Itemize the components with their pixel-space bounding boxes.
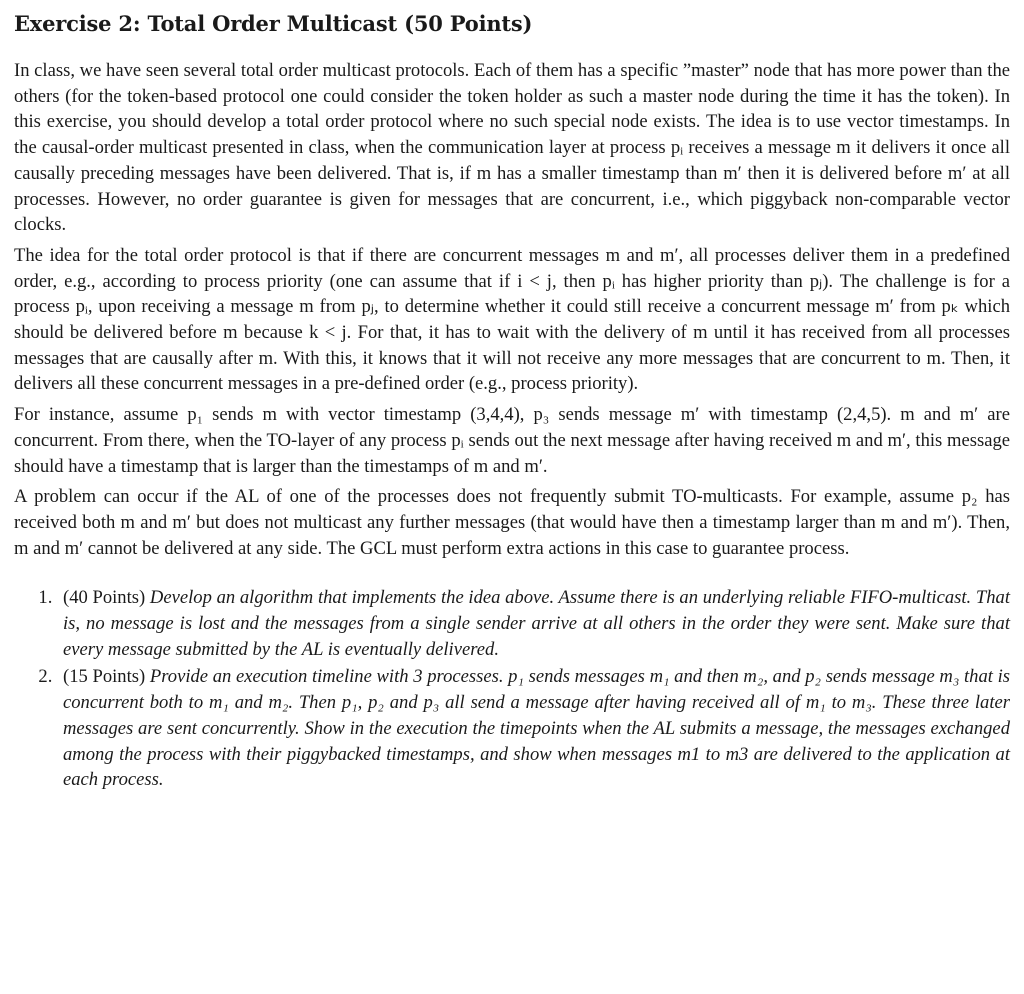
task-points: (15 Points) — [63, 666, 146, 688]
task-list — [14, 585, 1010, 793]
task-description: Develop an algorithm that implements the idea above. Assume there is an underlying reliable FIFO-multicast. That is, no message is lost and the messages from a single sender arrive at all others in the order they were sent. Make sure that every message submitted by the AL is eventually delivered. — [63, 587, 1010, 660]
exercise-title: Exercise 2: Total Order Multicast (50 Points) — [14, 11, 533, 36]
task-item — [57, 664, 1010, 793]
task-points: (40 Points) — [63, 587, 146, 609]
paragraph-example: For instance, assume p₁ sends m with vector timestamp (3,4,4), p₃ sends message m′ with timestamp (2,4,5). m and m′ are concurrent. From there, when the TO-layer of any process pᵢ sends out the next message after having received m and m′, this message should have a timestamp that is larger than the timestamps of m and m′. — [14, 404, 1010, 477]
task-item — [57, 585, 1010, 662]
paragraph-idea: The idea for the total order protocol is that if there are concurrent messages m and m′, all processes deliver them in a predefined order, e.g., according to process priority (one can assume that if i < j, then pᵢ has higher priority than pⱼ). The challenge is for a process pᵢ, upon receiving a message m from pⱼ, to determine whether it could still receive a concurrent message m′ from pₖ which should be delivered before m because k < j. For that, it has to wait with the delivery of m until it has received from all processes messages that are causally after m. With this, it knows that it will not receive any more messages that are concurrent to m. Then, it delivers all these concurrent messages in a pre-defined order (e.g., process priority). — [14, 244, 1010, 395]
paragraph-problem: A problem can occur if the AL of one of the processes does not frequently submit TO-multicasts. For example, assume p₂ has received both m and m′ but does not multicast any further messages (that would have then a timestamp larger than m and m′). Then, m and m′ cannot be delivered at any side. The GCL must perform extra actions in this case to guarantee process. — [14, 486, 1010, 559]
paragraph-intro: In class, we have seen several total order multicast protocols. Each of them has a specific ”master” node that has more power than the others (for the token-based protocol one could consider the token holder as such a master node during the time it has the token). In this exercise, you should develop a total order protocol where no such special node exists. The idea is to use vector timestamps. In the causal-order multicast presented in class, when the communication layer at process pᵢ receives a message m it delivers it once all causally preceding messages have been delivered. That is, if m has a smaller timestamp than m′ then it is delivered before m′ at all processes. However, no order guarantee is given for messages that are concurrent, i.e., which piggyback non-comparable vector clocks. — [14, 60, 1010, 236]
task-description: Provide an execution timeline with 3 processes. p₁ sends messages m₁ and then m₂, and p₂ sends message m₃ that is concurrent both to m₁ and m₂. Then p₁, p₂ and p₃ all send a message after having received all of m₁ to m₃. These three later messages are sent concurrently. Show in the execution the timepoints when the AL submits a message, the messages exchanged among the process with their piggybacked timestamps, and show when messages m1 to m3 are delivered to the application at each process. — [63, 666, 1010, 791]
